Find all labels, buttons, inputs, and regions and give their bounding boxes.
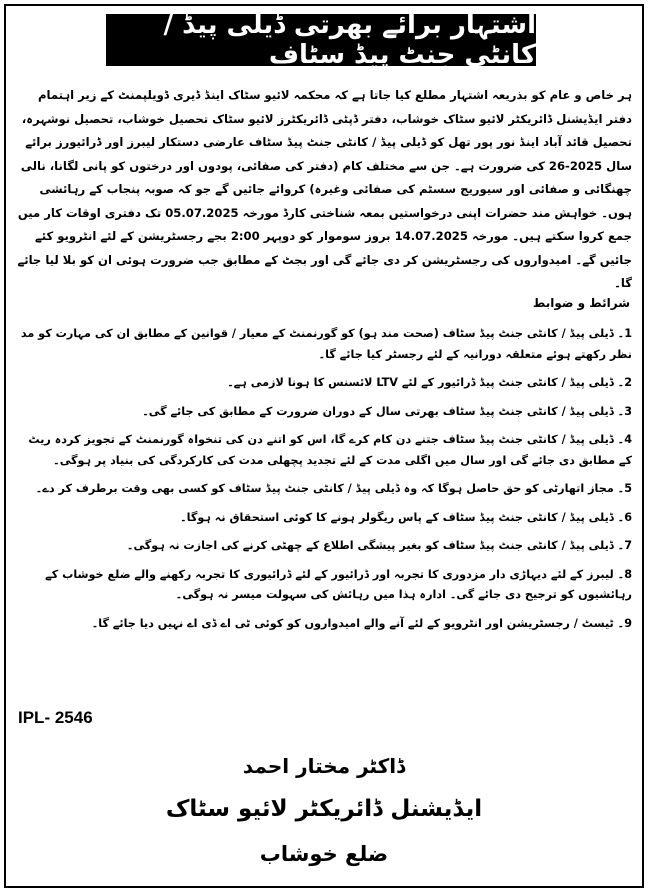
conditions-heading: شرائط و ضوابط <box>532 296 630 310</box>
advertisement-page <box>4 4 644 888</box>
condition-item-4: 4۔ ڈیلی پیڈ / کانٹی جنٹ پیڈ سٹاف جتنے دن کام کرے گا، اس کو اتنے دن کی تنخواہ گورنمنٹ کے تجویز کردہ ریٹ کے مطابق دی جائے گی اور سال میں اگلی مدت کے لئے تجدید پچھلی مدت کی کارکردگی کی بنیاد پر ہوگی۔ <box>28 433 632 467</box>
condition-item-7: 7۔ ڈیلی پیڈ / کانٹی جنٹ پیڈ سٹاف کو بغیر پیشگی اطلاع کے چھٹی کرنے کی اجازت نہ ہوگی۔ <box>126 539 632 552</box>
condition-item-6: 6۔ ڈیلی پیڈ / کانٹی جنٹ پیڈ سٹاف کے پاس ریگولر ہونے کا کوئی استحقاق نہ ہوگا۔ <box>180 510 632 524</box>
condition-item-2: 2۔ ڈیلی پیڈ / کانٹی جنٹ پیڈ ڈرائیور کے لئے LTV لائسنس کا ہونا لازمی ہے۔ <box>227 376 632 389</box>
condition-item-8: 8۔ لیبرز کے لئے دیہاڑی دار مزدوری کا تجربہ اور ڈرائیور کے لئے ڈرائیوری کا تجربہ رکھنے والے ضلع خوشاب کے رہائشیوں کو ترجیح دی جائے گی۔ ادارہ ہذا میں رہائش کی سہولت میسر نہ ہوگی۔ <box>45 567 632 601</box>
condition-item-5: 5۔ مجاز اتھارٹی کو حق حاصل ہوگا کہ وہ ڈیلی پیڈ / کانٹی جنٹ پیڈ سٹاف کو کسی بھی وقت برطرف کر دے۔ <box>35 482 632 495</box>
conditions-list <box>18 324 632 642</box>
signatory-district: ضلع خوشاب <box>259 842 389 866</box>
condition-item-3: 3۔ ڈیلی پیڈ / کانٹی جنٹ پیڈ سٹاف بھرتی سال کے دوران ضرورت کے مطابق کی جائے گی۔ <box>142 404 632 418</box>
condition-item-9: 9۔ ٹیسٹ / رجسٹریشن اور انٹرویو کے لئے آنے والے امیدواروں کو کوئی ٹی اے ڈی اے نہیں دیا جائے گا۔ <box>91 616 632 630</box>
intro-paragraph: ہر خاص و عام کو بذریعہ اشتہار مطلع کیا جاتا ہے کہ محکمہ لائیو سٹاک اینڈ ڈیری ڈویلپمنٹ کے زیر اہتمام دفتر ایڈیشنل ڈائریکٹر لائیو سٹاک خوشاب، دفتر ڈپٹی ڈائریکٹرز لائیو سٹاک تحصیل خوشاب، تحصیل نوشہرہ، تحصیل قائد آباد اینڈ نور پور تھل کو ڈیلی پیڈ / کانٹی جنٹ پیڈ سٹاف عارضی دستکار لیبرز اور ڈرائیورز برائے سال 2025-26 کی ضرورت ہے۔ جن سے مختلف کام (دفتر کی صفائی، پودوں اور درختوں کو پانی لگانا، نالی چھنگائی و صفائی اور سیوریج سسٹم کی صفائی وغیرہ) کروائے جائیں گے جو کہ صوبہ پنجاب کے رہائشی ہوں۔ خواہش مند حضرات اپنی درخواستیں بمعہ شناختی کارڈ مورخہ 05.07.2025 تک دفتری اوقات کار میں جمع کروا سکتے ہیں۔ مورخہ 14.07.2025 بروز سوموار کو دوپہر 2:00 بجے رجسٹریشن کے لئے انٹرویو کئے جائیں گے۔ امیدواروں کی رجسٹریشن کر دی جائے گی اور بجٹ کے مطابق جب ضرورت ہوئی ان کو بلا لیا جائے گا۔ <box>17 88 632 290</box>
page-title: اشتہار برائے بھرتی ڈیلی پیڈ / کانٹی جنٹ پیڈ سٹاف <box>106 14 536 66</box>
signatory-designation: ایڈیشنل ڈائریکٹر لائیو سٹاک <box>165 796 483 822</box>
signatory-name: ڈاکٹر مختار احمد <box>242 754 406 778</box>
condition-item-1: 1۔ ڈیلی پیڈ / کانٹی جنٹ پیڈ سٹاف (صحت مند ہو) کو گورنمنٹ کے معیار / قوانین کے مطابق ان کی مہارت کو مد نظر رکھتے ہوئے متعلقہ دورانیہ کے لئے رجسٹر کیا جائے گا۔ <box>20 327 632 361</box>
ipl-code: IPL- 2546 <box>18 708 93 727</box>
